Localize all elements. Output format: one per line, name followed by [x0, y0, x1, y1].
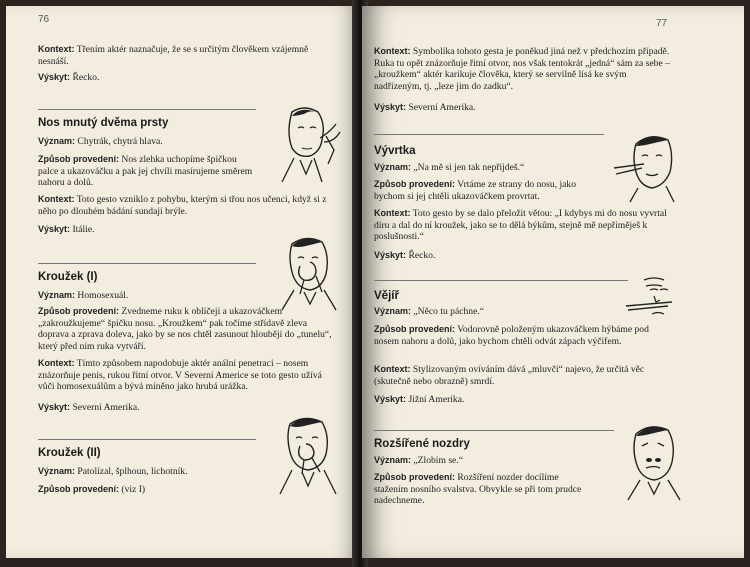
section-divider	[374, 134, 604, 135]
illustration-vyvrtka	[612, 128, 692, 204]
section-title-krouzek-1: Kroužek (I)	[38, 271, 98, 283]
section-title-vyvrtka: Vývrtka	[374, 145, 416, 157]
section-divider	[374, 280, 628, 281]
section1-kontext: Kontext: Toto gesto vzniklo z pohybu, kterým si třou nos učenci, když si z něho po dlouhém bádání sundají brýle.	[38, 194, 327, 217]
section-title-nos-mnuty: Nos mnutý dvěma prsty	[38, 117, 169, 129]
section-divider	[38, 109, 256, 110]
section-divider	[374, 430, 614, 431]
section1-zpusob: Způsob provedení: Nos zlehka uchopíme špičkou palce a ukazováčku a pak jej chvíli masírujeme směrem nahoru a dolů.	[38, 154, 253, 189]
section2-zpusob: Způsob provedení: Zvedneme ruku k obličeji a ukazováčkem „zakroužkujeme“ špičku nosu. „Kroužkem“ pak točíme střídavě zleva doprava a zprava doleva, jako by se nos chtěl zasunout hlouběji do „tunelu“, který před ním ruka vytváří.	[38, 306, 332, 352]
intro-vyskyt: Výskyt: Řecko.	[38, 72, 100, 83]
left-page	[6, 6, 358, 558]
illustration-rozsirene-nozdry	[618, 420, 690, 502]
vyvrtka-kontext: Kontext: Toto gesto by se dalo přeložit větou: „I kdybys mi do nosu vyvrtal díru a dal do ní kroužek, jako se to dělá býkům, stejně mě nepřiměješ k poslušnosti.“	[374, 208, 667, 243]
section2-vyznam: Význam: Homosexuál.	[38, 290, 129, 301]
section-title-vejir: Vějíř	[374, 290, 399, 302]
vyvrtka-vyznam: Význam: „Na mě si jen tak nepřijdeš.“	[374, 162, 525, 173]
section-divider	[38, 439, 256, 440]
vejir-zpusob: Způsob provedení: Vodorovně položeným ukazováčkem hýbáme pod nosem nahoru a dolů, jako bychom chtěli odvát zápach výčifem.	[374, 324, 649, 347]
illustration-krouzek-1	[270, 232, 350, 312]
section-title-rozsirene-nozdry: Rozšířené nozdry	[374, 438, 470, 450]
right-page	[362, 6, 744, 558]
section-title-krouzek-2: Kroužek (II)	[38, 447, 101, 459]
section2-vyskyt: Výskyt: Severní Amerika.	[38, 402, 140, 413]
page-number-right: 77	[656, 18, 668, 29]
vyvrtka-zpusob: Způsob provedení: Vrtáme ze strany do nosu, jako bychom si jej chtěli ukazováčkem provrtat.	[374, 179, 577, 202]
vejir-vyznam: Význam: „Něco tu páchne.“	[374, 306, 485, 317]
nozdry-zpusob: Způsob provedení: Rozšíření nozder docílíme stažením nosního svalstva. Obvykle se při tom prudce nadechneme.	[374, 472, 582, 507]
intro-kontext: Kontext: Třením aktér naznačuje, že se s určitým člověkem vzájemně nesnáší.	[38, 44, 309, 67]
section2-kontext: Kontext: Tímto způsobem napodobuje aktér anální penetraci – nosem znázorňuje penis, rukou řitní otvor. V Severní Americe se toto gesto užívá vůči homosexuálům a bývá míněno jako hrubá urážka.	[38, 358, 322, 393]
vejir-vyskyt: Výskyt: Jižní Amerika.	[374, 394, 465, 405]
vyvrtka-vyskyt: Výskyt: Řecko.	[374, 250, 436, 261]
vejir-kontext: Kontext: Stylizovaným ovíváním dává „mluvčí“ najevo, že určitá věc (skutečně nebo obrazně) smrdí.	[374, 364, 645, 387]
illustration-krouzek-2	[268, 410, 348, 496]
illustration-vejir	[624, 276, 684, 316]
nozdry-vyznam: Význam: „Zlobím se.“	[374, 455, 463, 466]
section3-zpusob: Způsob provedení: (viz I)	[38, 484, 146, 495]
intro-vyskyt-right: Výskyt: Severní Amerika.	[374, 102, 476, 113]
intro-kontext-right: Kontext: Symbolika tohoto gesta je poněkud jiná než v předchozím případě. Ruka tu opět znázorňuje řitní otvor, nos však tentokrát „jedná“ sám za sebe – „kroužkem“ aktér karikuje člověka, který se servilně lísá ke svým nadřízeným, tj. „leze jim do zadku“.	[374, 46, 670, 92]
section1-vyznam: Význam: Chytrák, chytrá hlava.	[38, 136, 163, 147]
section-divider	[38, 263, 256, 264]
illustration-nose-rub	[264, 102, 346, 184]
section1-vyskyt: Výskyt: Itálie.	[38, 224, 95, 235]
section3-vyznam: Význam: Patolízal, šplhoun, lichotník.	[38, 466, 188, 477]
page-number-left: 76	[38, 14, 50, 25]
